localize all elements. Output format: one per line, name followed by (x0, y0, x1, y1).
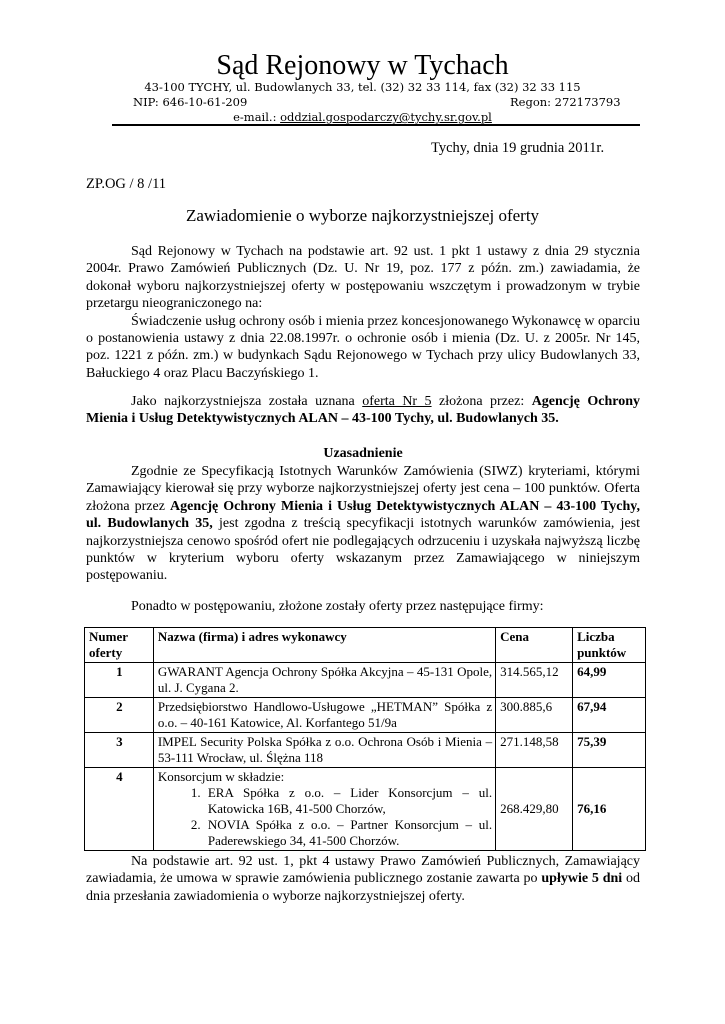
header-price: Cena (496, 628, 573, 663)
other-offers-text: Ponadto w postępowaniu, złożone zostały oferty przez następujące firmy: (131, 599, 544, 614)
offer-price: 268.429,80 (496, 768, 573, 851)
justification-paragraph (86, 463, 640, 585)
offer-name: Przedsiębiorstwo Handlowo-Usługowe „HETMAN” Spółka z o.o. – 40-161 Katowice, Al. Korfantego 51/9a (153, 698, 495, 733)
final-deadline: upływie 5 dni (541, 871, 623, 887)
selection-prefix: Jako najkorzystniejsza została uznana (131, 394, 363, 409)
selection-paragraph (86, 393, 640, 428)
final-part2: od dnia przesłania zawiadomienia o wyborze najkorzystniejszej oferty. (86, 871, 640, 904)
justification-heading: Uzasadnienie (323, 446, 403, 461)
offer-price: 271.148,58 (496, 733, 573, 768)
justification-company: Agencję Ochrony Mienia i Usług Detektywistycznych ALAN – 43-100 Tychy, ul. Budowlanych 35, (86, 498, 640, 532)
final-part1: Na podstawie art. 92 ust. 1, pkt 4 ustawy Prawo Zamówień Publicznych, Zamawiający zawiadamia, że umowa w sprawie zamówienia publicznego zostanie zawarta po (86, 854, 640, 887)
justification-part2: jest zgodna z treścią specyfikacji istotnych warunków zamówienia, jest najkorzystniejsza cenowo spośród ofert nie podlegających odrzuceniu i uzyskała najwyższą liczbę punktów w kryterium wyboru oferty wskazanym przez Zamawiającego w niniejszym postępowaniu. (86, 516, 640, 584)
consortium-members (158, 785, 492, 849)
header-divider (112, 124, 640, 126)
table-header-row (85, 628, 646, 663)
list-item: 2. NOVIA Spółka z o.o. – Partner Konsorcjum – ul. Paderewskiego 34, 41-500 Chorzów. (204, 817, 492, 849)
header-name: Nazwa (firma) i adres wykonawcy (153, 628, 495, 663)
offer-points: 67,94 (573, 698, 646, 733)
offer-price: 314.565,12 (496, 663, 573, 698)
final-paragraph (86, 853, 640, 905)
offer-name: IMPEL Security Polska Spółka z o.o. Ochrona Osób i Mienia – 53-111 Wrocław, ul. Ślężna 118 (153, 733, 495, 768)
selection-middle: złożona przez: (431, 394, 532, 409)
court-address: 43-100 TYCHY, ul. Budowlanych 33, tel. (32) 32 33 114, fax (32) 32 33 115 (144, 80, 581, 94)
table-row (85, 663, 646, 698)
offers-table (84, 627, 646, 851)
selected-company: Agencję Ochrony Mienia i Usług Detektywistycznych ALAN – 43-100 Tychy, ul. Budowlanych 35. (86, 394, 640, 427)
reference-number: ZP.OG / 8 /11 (86, 176, 167, 192)
table-row (85, 768, 646, 851)
list-item: 1. ERA Spółka z o.o. – Lider Konsorcjum – ul. Katowicka 16B, 41-500 Chorzów, (204, 785, 492, 817)
table-row (85, 698, 646, 733)
court-name: Sąd Rejonowy w Tychach (216, 50, 509, 81)
email-line (0, 110, 725, 124)
consortium-label: Konsorcjum w składzie: (157, 769, 285, 784)
email-label: e-mail.: (233, 110, 277, 124)
other-offers-intro (86, 598, 640, 615)
document-title: Zawiadomienie o wyborze najkorzystniejszej oferty (185, 206, 540, 225)
email-link[interactable]: oddzial.gospodarczy@tychy.sr.gov.pl (280, 110, 492, 124)
offer-name (153, 768, 495, 851)
nip-number: NIP: 646-10-61-209 (133, 95, 248, 109)
offer-name: GWARANT Agencja Ochrony Spółka Akcyjna – 45-131 Opole, ul. J. Cygana 2. (153, 663, 495, 698)
subject-paragraph: Świadczenie usług ochrony osób i mienia przez koncesjonowanego Wykonawcę w oparciu o postanowienia ustawy z dnia 22.08.1997r. o ochronie osób i mienia (Dz. U. z 2005r. Nr 145, poz. 1221 z późn. zm.) w budynkach Sądu Rejonowego w Tychach przy ulicy Budowlanych 33, Bałuckiego 4 oraz Placu Baczyńskiego 1. (86, 313, 640, 381)
header-number: Numer oferty (85, 628, 154, 663)
table-row (85, 733, 646, 768)
offer-number: 4 (85, 768, 154, 851)
justification-part1: Zgodnie ze Specyfikacją Istotnych Warunków Zamówienia (SIWZ) kryteriami, którymi Zamawiający kierował się przy wyborze najkorzystniejszej oferty jest cena – 100 punktów. Oferta złożona przez (86, 464, 640, 514)
intro-section (86, 243, 640, 382)
offer-number: 2 (85, 698, 154, 733)
selected-offer: oferta Nr 5 (362, 394, 432, 409)
offer-price: 300.885,6 (496, 698, 573, 733)
date-line: Tychy, dnia 19 grudnia 2011r. (431, 140, 605, 156)
regon-number: Regon: 272173793 (510, 95, 621, 109)
offer-points: 64,99 (573, 663, 646, 698)
offer-points: 75,39 (573, 733, 646, 768)
offer-number: 1 (85, 663, 154, 698)
intro-paragraph: Sąd Rejonowy w Tychach na podstawie art. 92 ust. 1 pkt 1 ustawy z dnia 29 stycznia 2004r. Prawo Zamówień Publicznych (Dz. U. Nr 19, poz. 177 z późn. zm.) zawiadamia, że dokonał wyboru najkorzystniejszej oferty w postępowaniu wszczętym i prowadzonym w trybie przetargu nieograniczonego na: (86, 244, 640, 312)
offer-points: 76,16 (573, 768, 646, 851)
offer-number: 3 (85, 733, 154, 768)
header-points: Liczba punktów (573, 628, 646, 663)
